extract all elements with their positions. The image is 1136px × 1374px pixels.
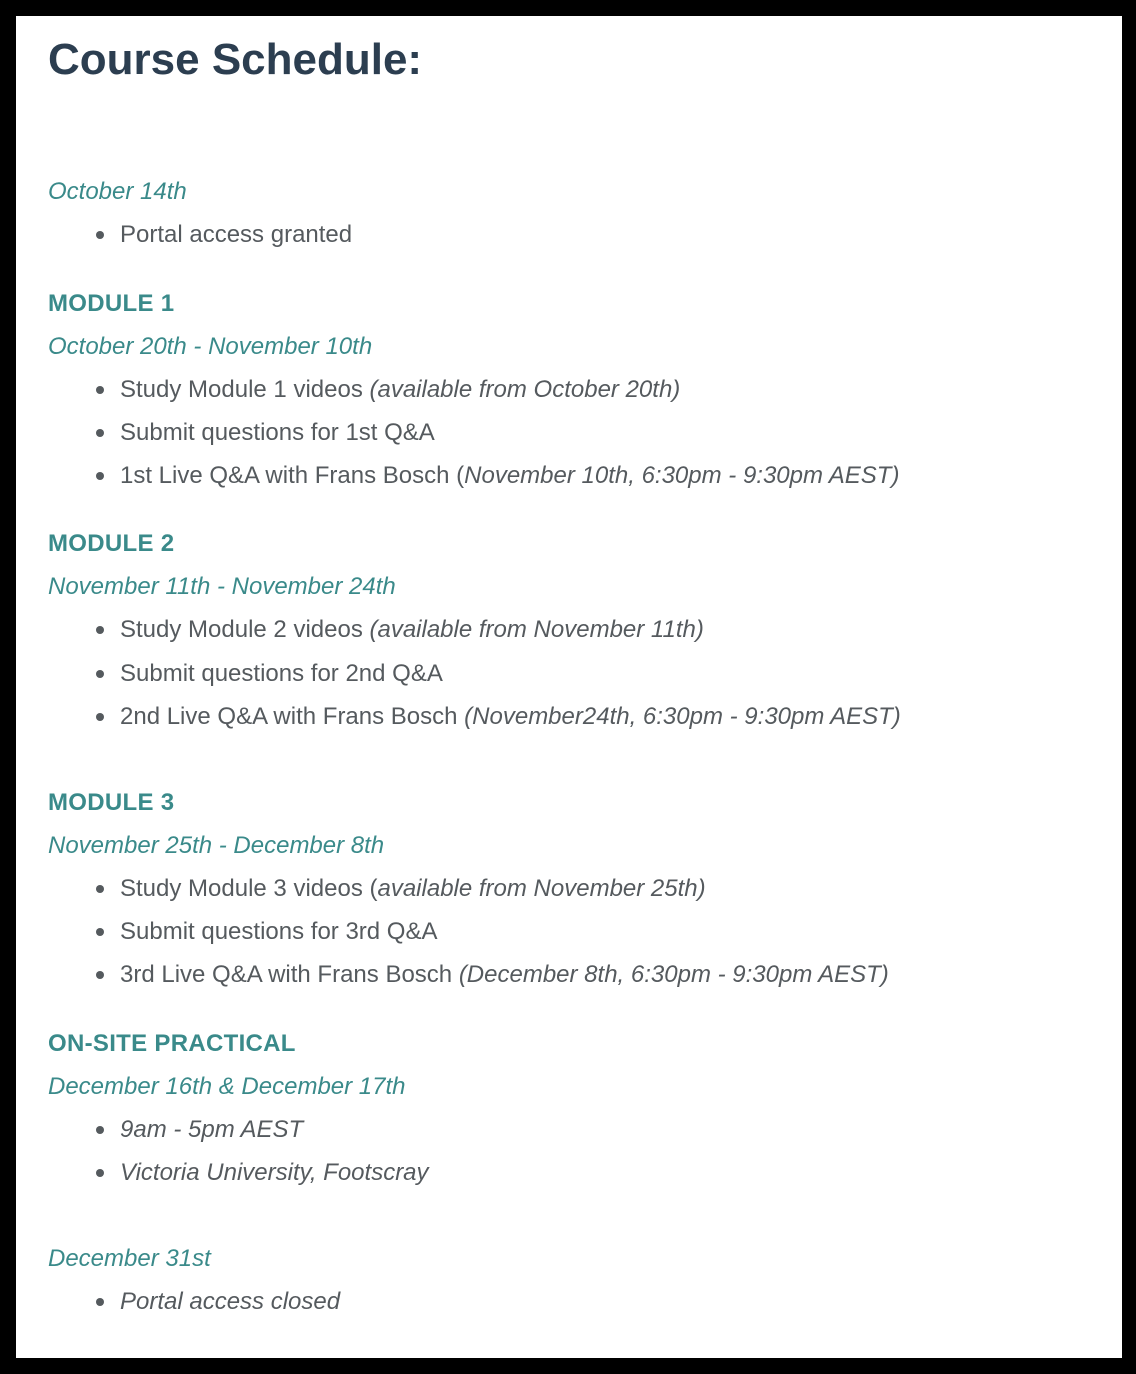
access-open-date: October 14th — [48, 178, 187, 205]
practical-heading: ON-SITE PRACTICAL — [48, 1030, 296, 1057]
practical-date: December 16th & December 17th — [48, 1073, 406, 1100]
list-item: 3rd Live Q&A with Frans Bosch (December 8th, 6:30pm - 9:30pm AEST) — [120, 961, 889, 988]
list-item: 1st Live Q&A with Frans Bosch (November 10th, 6:30pm - 9:30pm AEST) — [120, 462, 900, 489]
list-item: Portal access closed — [120, 1288, 341, 1315]
module-3-date: November 25th - December 8th — [48, 832, 385, 859]
list-item: 9am - 5pm AEST — [120, 1116, 304, 1143]
module-1-date: October 20th - November 10th — [48, 333, 373, 360]
module-2-heading: MODULE 2 — [48, 530, 175, 557]
module-3-heading: MODULE 3 — [48, 789, 175, 816]
list-item: Study Module 1 videos (available from October 20th) — [120, 376, 681, 403]
module-1-heading: MODULE 1 — [48, 290, 175, 317]
list-item: Portal access granted — [120, 221, 353, 248]
schedule-panel — [16, 16, 1122, 1358]
list-item: Submit questions for 2nd Q&A — [120, 660, 443, 687]
access-close-date: December 31st — [48, 1245, 211, 1272]
list-item: Submit questions for 1st Q&A — [120, 419, 435, 446]
page-title: Course Schedule: — [48, 35, 423, 84]
list-item: Study Module 3 videos (available from November 25th) — [120, 875, 706, 902]
module-2-date: November 11th - November 24th — [48, 573, 396, 600]
list-item: Submit questions for 3rd Q&A — [120, 918, 438, 945]
list-item: 2nd Live Q&A with Frans Bosch (November24th, 6:30pm - 9:30pm AEST) — [120, 703, 901, 730]
list-item: Study Module 2 videos (available from November 11th) — [120, 616, 704, 643]
list-item: Victoria University, Footscray — [120, 1159, 429, 1186]
